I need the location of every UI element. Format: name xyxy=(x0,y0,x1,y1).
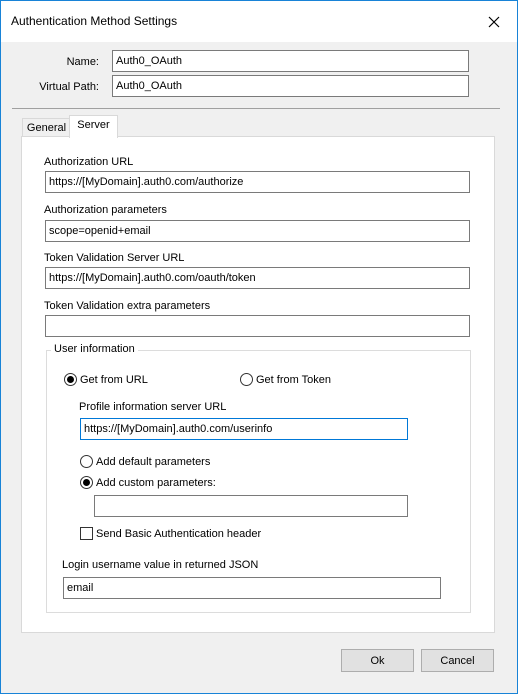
close-icon xyxy=(488,16,500,28)
name-input[interactable] xyxy=(112,50,469,72)
close-button[interactable] xyxy=(471,1,517,42)
tab-server[interactable]: Server xyxy=(69,115,118,138)
get-from-token-radio[interactable] xyxy=(240,373,253,386)
authorization-parameters-label: Authorization parameters xyxy=(44,204,167,216)
authorization-url-input[interactable] xyxy=(45,171,470,193)
authorization-parameters-input[interactable] xyxy=(45,220,470,242)
send-basic-auth-checkbox[interactable] xyxy=(80,527,93,540)
name-label: Name: xyxy=(66,56,99,68)
cancel-button[interactable]: Cancel xyxy=(421,649,494,672)
token-validation-extra-label: Token Validation extra parameters xyxy=(44,300,211,312)
add-default-parameters-radio[interactable] xyxy=(80,455,93,468)
ok-button[interactable]: Ok xyxy=(341,649,414,672)
login-username-label: Login username value in returned JSON xyxy=(62,559,259,571)
token-validation-url-label: Token Validation Server URL xyxy=(44,252,185,264)
server-tab-panel xyxy=(21,136,495,633)
add-custom-parameters-radio[interactable] xyxy=(80,476,93,489)
virtual-path-label: Virtual Path: xyxy=(39,81,99,93)
user-information-title: User information xyxy=(51,343,138,355)
get-from-url-radio[interactable] xyxy=(64,373,77,386)
separator xyxy=(12,108,500,109)
get-from-url-label[interactable]: Get from URL xyxy=(80,374,148,386)
user-information-group xyxy=(46,343,471,613)
add-custom-parameters-label[interactable]: Add custom parameters: xyxy=(96,477,216,489)
login-username-input[interactable] xyxy=(63,577,441,599)
token-validation-url-input[interactable] xyxy=(45,267,470,289)
send-basic-auth-label[interactable]: Send Basic Authentication header xyxy=(96,528,262,540)
profile-url-input[interactable] xyxy=(80,418,408,440)
token-validation-extra-input[interactable] xyxy=(45,315,470,337)
profile-url-label: Profile information server URL xyxy=(79,401,227,413)
add-default-parameters-label[interactable]: Add default parameters xyxy=(96,456,211,468)
tab-general[interactable]: General xyxy=(22,118,71,137)
window-title: Authentication Method Settings xyxy=(11,14,178,28)
get-from-token-label[interactable]: Get from Token xyxy=(256,374,331,386)
authorization-url-label: Authorization URL xyxy=(44,156,134,168)
custom-parameters-input[interactable] xyxy=(94,495,408,517)
title-bar xyxy=(1,1,517,42)
virtual-path-input[interactable] xyxy=(112,75,469,97)
